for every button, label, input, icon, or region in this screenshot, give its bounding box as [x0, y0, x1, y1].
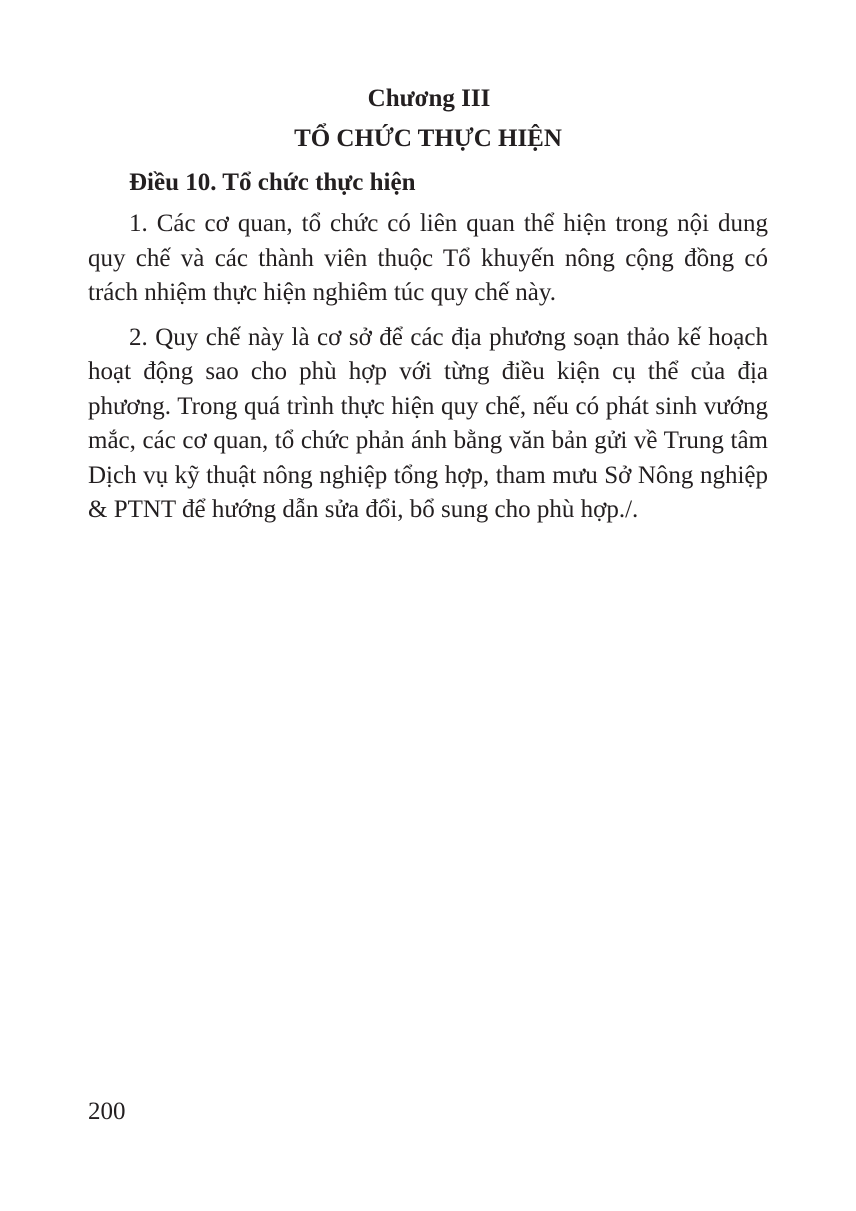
article-paragraph-2: 2. Quy chế này là cơ sở để các địa phương soạn thảo kế hoạch hoạt động sao cho phù hợp với từng điều kiện cụ thể của địa phương. Trong quá trình thực hiện quy chế, nếu có phát sinh vướng mắc, các cơ quan, tổ chức phản ánh bằng văn bản gửi về Trung tâm Dịch vụ kỹ thuật nông nghiệp tổng hợp, tham mưu Sở Nông nghiệp & PTNT để hướng dẫn sửa đổi, bổ sung cho phù hợp./.	[88, 323, 768, 523]
document-page	[88, 82, 768, 528]
article-heading: Điều 10. Tổ chức thực hiện	[129, 169, 416, 196]
article-paragraph-1: 1. Các cơ quan, tổ chức có liên quan thể hiện trong nội dung quy chế và các thành viên thuộc Tổ khuyến nông cộng đồng có trách nhiệm thực hiện nghiêm túc quy chế này.	[88, 210, 768, 306]
chapter-title: TỔ CHỨC THỰC HIỆN	[294, 125, 562, 152]
chapter-number: Chương III	[367, 85, 491, 112]
page-number: 200	[88, 1098, 126, 1125]
